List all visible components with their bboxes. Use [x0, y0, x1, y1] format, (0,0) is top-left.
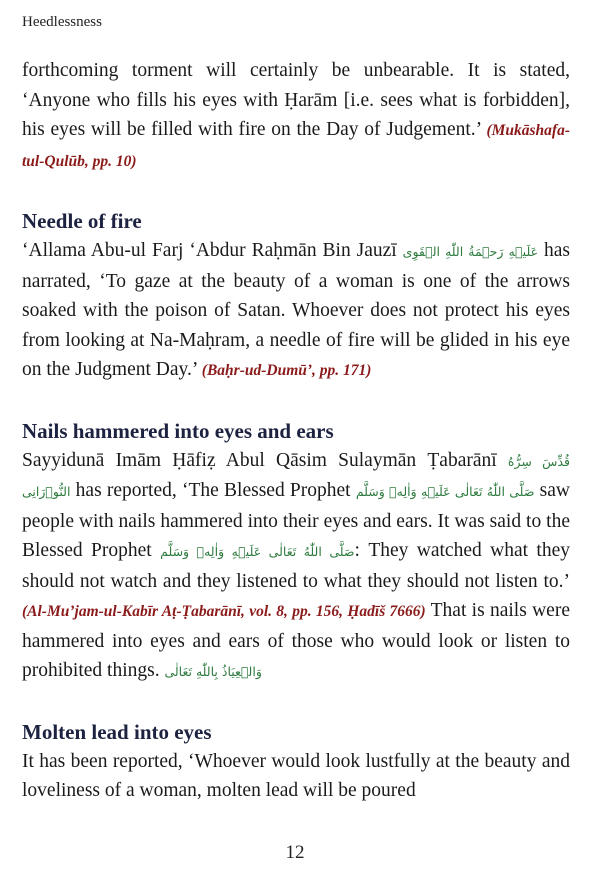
nails-text-e: That is nails were hammered into eyes and ears of those who would look or listen to prohibited things.	[22, 600, 570, 681]
molten-lead-paragraph: It has been reported, ‘Whoever would look lustfully at the beauty and loveliness of a woman, molten lead will be poured	[22, 750, 570, 801]
needle-text-b: has narrated, ‘To gaze at the beauty of a woman is one of the arrows soaked with the poison of Satan. Whoever does not protect his eyes from looking at Na-Maḥram, a needle of fire will be glided in his eye on the Judgment Day.’	[22, 240, 571, 380]
needle-of-fire-paragraph	[22, 236, 570, 386]
heading-needle-of-fire: Needle of fire	[22, 209, 142, 233]
nails-text-a: Sayyidunā Imām Ḥāfiẓ Abul Qāsim Sulaymān Ṭabarānī	[22, 449, 508, 471]
intro-paragraph	[22, 56, 570, 176]
intro-text: forthcoming torment will certainly be unbearable. It is stated, ‘Anyone who fills his eyes with Ḥarām [i.e. sees what is forbidden], his eyes will be filled with fire on the Day of Judgement.’	[22, 60, 570, 140]
heading-nails-hammered: Nails hammered into eyes and ears	[22, 418, 334, 443]
nails-reference: (Al-Mu’jam-ul-Kabīr Aṭ-Ṭabarānī, vol. 8, pp. 156, Ḥadīš 7666)	[22, 603, 426, 620]
arabic-salutation: صَلَّى اللّٰهُ تَعَالٰى عَلَيۡهِ وَاٰلِهٖ وَسَلَّم	[160, 544, 355, 559]
running-header: Heedlessness	[22, 14, 102, 30]
page-body	[22, 56, 570, 806]
arabic-honorific: قُدِّسَ سِرُّهُ النُّوۡرَانِى	[22, 453, 570, 499]
heading-molten-lead: Molten lead into eyes	[22, 719, 212, 744]
nails-text-c: saw people with nails hammered into their eyes and ears. It was said to the Blessed Prophet	[22, 480, 571, 561]
arabic-salutation: صَلَّى اللّٰهُ تَعَالٰى عَلَيۡهِ وَاٰلِهٖ وَسَلَّم	[355, 484, 535, 499]
intro-reference: (Mukāshafa-tul-Qulūb, pp. 10)	[22, 122, 570, 170]
needle-reference: (Baḥr-ud-Dumū’, pp. 171)	[201, 362, 372, 379]
arabic-honorific: عَلَيۡهِ رَحۡمَةُ اللّٰهِ الۡقَوِى	[402, 244, 539, 259]
nails-paragraph	[22, 446, 570, 687]
page-number: 12	[285, 842, 305, 863]
nails-text-d: : They watched what they should not watch and they listened to what they should not listen to.’	[22, 540, 571, 592]
nails-text-b: has reported, ‘The Blessed Prophet	[70, 480, 356, 501]
arabic-refuge: وَالۡعِيَاذُ بِاللّٰهِ تَعَالٰى	[164, 664, 262, 679]
needle-text-a: ‘Allama Abu-ul Farj ‘Abdur Raḥmān Bin Jauzī	[22, 240, 403, 261]
